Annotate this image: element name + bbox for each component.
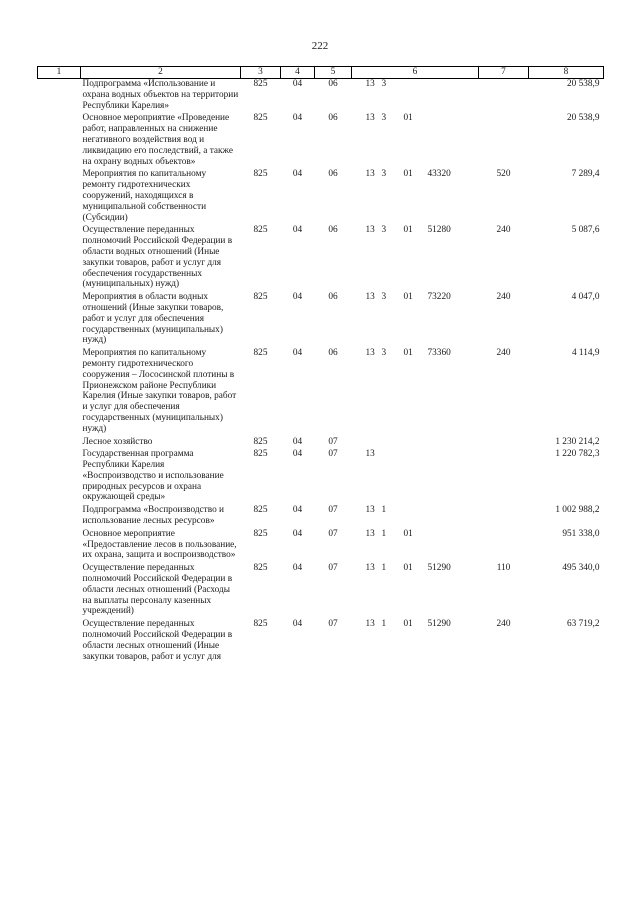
row-code-6-part-4: 73360 [427, 348, 451, 359]
row-code-6-part-2: 3 [381, 113, 387, 124]
row-code-6-part-1: 13 [365, 449, 375, 460]
row-code-6-part-3: 01 [403, 292, 413, 303]
row-code-5: 07 [328, 563, 338, 574]
row-name: Государственная программа Республики Карелия «Воспроизводство и использование природных ресурсов и охрана окружающей среды» [82, 449, 224, 503]
row-code-6-part-3: 01 [403, 348, 413, 359]
row-amount: 7 289,4 [571, 169, 600, 180]
table-row [38, 113, 604, 169]
row-code-6-part-4: 51290 [427, 619, 451, 630]
row-cell-1 [38, 563, 81, 619]
header-cell: 8 [529, 67, 604, 79]
row-code-5: 07 [328, 528, 338, 539]
row-amount: 5 087,6 [571, 225, 600, 236]
row-code-6-part-3 [398, 505, 426, 516]
row-cell-1 [38, 169, 81, 225]
header-cell: 4 [281, 67, 315, 79]
table-row [38, 563, 604, 619]
row-code-3: 825 [253, 436, 268, 447]
row-cell-1 [38, 449, 81, 505]
row-code-4: 04 [292, 528, 303, 539]
table-header-row [38, 67, 604, 79]
row-name: Осуществление переданных полномочий Российской Федерации в области водных отношений (Иные закупки товаров, работ и услуг для обеспечения государственных (муниципальных) нужд) [82, 225, 233, 290]
row-code-7 [479, 449, 529, 505]
row-code-6-part-4: 43320 [427, 169, 451, 180]
row-code-3: 825 [253, 619, 268, 630]
row-code-5: 06 [328, 113, 338, 124]
header-cell: 3 [241, 67, 281, 79]
table-row [38, 505, 604, 529]
row-name: Мероприятия по капитальному ремонту гидротехнических сооружений, находящихся в муниципальной собственности (Субсидии) [82, 169, 207, 223]
row-code-6-part-4: 51280 [427, 225, 451, 236]
header-cell: 7 [479, 67, 529, 79]
row-code-6-part-2: 3 [381, 225, 387, 236]
row-code-6 [352, 563, 479, 619]
row-code-5: 07 [328, 505, 338, 516]
row-code-6 [352, 225, 479, 292]
row-name: Подпрограмма «Воспроизводство и использование лесных ресурсов» [82, 505, 225, 527]
row-code-5: 07 [328, 436, 338, 447]
row-amount: 63 719,2 [566, 619, 600, 630]
row-cell-1 [38, 225, 81, 292]
row-amount: 4 047,0 [571, 292, 600, 303]
row-code-3: 825 [253, 563, 268, 574]
row-code-3: 825 [253, 292, 268, 303]
row-code-6-part-4 [426, 113, 458, 124]
row-code-6 [352, 529, 479, 563]
row-code-6-part-3: 01 [403, 113, 413, 124]
row-code-5: 06 [328, 225, 338, 236]
row-amount: 1 230 214,2 [555, 436, 600, 447]
row-code-3: 825 [253, 79, 268, 89]
row-code-6-part-3 [398, 449, 426, 460]
row-code-6 [352, 619, 479, 664]
row-code-6-part-1: 13 [365, 169, 375, 180]
row-amount: 495 340,0 [562, 563, 600, 574]
row-code-3: 825 [253, 169, 268, 180]
row-code-6-part-3 [398, 79, 426, 90]
row-code-6-part-1: 13 [365, 505, 375, 516]
row-code-6-part-1: 13 [365, 225, 375, 236]
row-code-3: 825 [253, 528, 268, 539]
row-code-7 [479, 113, 529, 169]
row-code-6-part-1: 13 [365, 113, 375, 124]
table-row [38, 619, 604, 664]
table-row [38, 79, 604, 114]
row-code-7: 240 [496, 348, 511, 359]
row-code-7: 240 [496, 225, 511, 236]
row-code-7: 240 [496, 292, 511, 303]
row-code-6 [352, 505, 479, 529]
row-code-6-part-2: 3 [381, 79, 387, 89]
table-row [38, 449, 604, 505]
table-row [38, 225, 604, 292]
row-code-6-part-1: 13 [365, 348, 375, 359]
row-amount: 4 114,9 [571, 348, 600, 359]
row-code-6-part-4 [426, 79, 458, 90]
row-code-6-part-2: 3 [381, 348, 387, 359]
row-code-6-part-2: 1 [381, 528, 387, 539]
row-cell-1 [38, 437, 81, 450]
row-code-6-part-4: 51290 [427, 563, 451, 574]
row-code-4: 04 [292, 169, 303, 180]
header-cell: 6 [352, 67, 479, 79]
row-code-6-part-2: 1 [381, 619, 387, 630]
row-code-3: 825 [253, 113, 268, 124]
header-cell: 2 [81, 67, 241, 79]
row-code-5: 07 [328, 449, 338, 460]
table-row [38, 292, 604, 348]
row-code-7: 110 [496, 563, 511, 574]
table-row [38, 529, 604, 563]
row-code-6-part-2: 3 [381, 169, 387, 180]
row-code-4: 04 [292, 505, 303, 516]
row-cell-1 [38, 79, 81, 114]
row-code-4: 04 [292, 563, 303, 574]
row-code-6 [352, 113, 479, 169]
row-name: Основное мероприятие «Предоставление лесов в пользование, их охрана, защита и воспроизводство» [82, 528, 237, 561]
row-amount: 20 538,9 [566, 113, 600, 124]
row-name: Осуществление переданных полномочий Российской Федерации в области лесных отношений (Расходы на выплаты персоналу казенных учреждений) [82, 563, 233, 617]
row-cell-1 [38, 292, 81, 348]
header-cell: 5 [315, 67, 352, 79]
row-cell-1 [38, 619, 81, 664]
row-code-6-part-4 [426, 505, 458, 516]
row-code-3: 825 [253, 225, 268, 236]
row-code-6-part-3: 01 [403, 619, 413, 630]
page-number: 222 [311, 40, 329, 52]
row-amount: 951 338,0 [562, 528, 600, 539]
row-code-6 [352, 169, 479, 225]
row-code-6-part-1: 13 [365, 79, 375, 89]
row-code-7 [479, 505, 529, 529]
row-code-4: 04 [292, 79, 303, 89]
row-code-5: 06 [328, 292, 338, 303]
row-code-6 [352, 292, 479, 348]
row-code-5: 07 [328, 619, 338, 630]
row-code-6 [352, 449, 479, 505]
row-code-6 [352, 437, 479, 450]
row-code-6-part-1: 13 [365, 528, 375, 539]
row-code-6-part-2: 1 [381, 505, 387, 516]
row-code-6-part-2: 1 [381, 563, 387, 574]
row-code-6-part-4 [426, 529, 458, 540]
row-code-6-part-1: 13 [365, 563, 375, 574]
row-code-7: 240 [496, 619, 511, 630]
row-code-7: 520 [496, 169, 511, 180]
row-amount: 1 002 988,2 [555, 505, 600, 516]
row-code-3: 825 [253, 348, 268, 359]
row-code-6-part-2: 3 [381, 292, 387, 303]
header-cell: 1 [38, 67, 81, 79]
row-cell-1 [38, 505, 81, 529]
row-code-7 [479, 437, 529, 450]
row-name: Мероприятия по капитальному ремонту гидротехнического сооружения – Лососинской плотины в Прионежском районе Республики Карелия (Иные закупки товаров, работ и услуг для обеспечения государственных (муниципальных) нужд) [82, 348, 237, 434]
row-code-6-part-4: 73220 [427, 292, 451, 303]
budget-table [37, 66, 604, 664]
row-code-6-part-3: 01 [403, 169, 413, 180]
row-code-4: 04 [292, 348, 303, 359]
row-code-6-part-3: 01 [403, 528, 413, 539]
table-row [38, 348, 604, 436]
row-code-4: 04 [292, 225, 303, 236]
row-code-6-part-1: 13 [365, 292, 375, 303]
row-name: Мероприятия в области водных отношений (Иные закупки товаров, работ и услуг для обеспечения государственных (муниципальных) нужд) [82, 292, 224, 346]
row-name: Лесное хозяйство [82, 436, 153, 447]
row-amount: 1 220 782,3 [555, 449, 600, 460]
row-code-6-part-4 [426, 449, 458, 460]
row-name: Основное мероприятие «Проведение работ, направленных на снижение негативного воздействия вод и ликвидацию его последствий, а также на охрану водных объектов» [82, 113, 233, 167]
row-code-3: 825 [253, 449, 268, 460]
row-code-6 [352, 79, 479, 114]
row-cell-1 [38, 348, 81, 436]
row-code-6-part-1: 13 [365, 619, 375, 630]
row-code-5: 06 [328, 79, 338, 89]
row-amount: 20 538,9 [566, 79, 600, 89]
row-cell-1 [38, 113, 81, 169]
row-code-4: 04 [292, 436, 303, 447]
row-cell-1 [38, 529, 81, 563]
row-name: Подпрограмма «Использование и охрана водных объектов на территории Республики Карелия» [82, 79, 239, 111]
row-code-6-part-2 [382, 449, 398, 460]
row-code-4: 04 [292, 449, 303, 460]
row-code-6 [352, 348, 479, 436]
row-code-7 [479, 79, 529, 114]
row-code-3: 825 [253, 505, 268, 516]
row-code-5: 06 [328, 348, 338, 359]
row-code-4: 04 [292, 113, 303, 124]
row-code-4: 04 [292, 619, 303, 630]
table-row [38, 169, 604, 225]
row-code-6-part-3: 01 [403, 225, 413, 236]
row-code-7 [479, 529, 529, 563]
table-row [38, 437, 604, 450]
row-code-5: 06 [328, 169, 338, 180]
row-code-4: 04 [292, 292, 303, 303]
row-name: Осуществление переданных полномочий Российской Федерации в области лесных отношений (Иные закупки товаров, работ и услуг для [82, 619, 233, 662]
row-code-6-part-3: 01 [403, 563, 413, 574]
